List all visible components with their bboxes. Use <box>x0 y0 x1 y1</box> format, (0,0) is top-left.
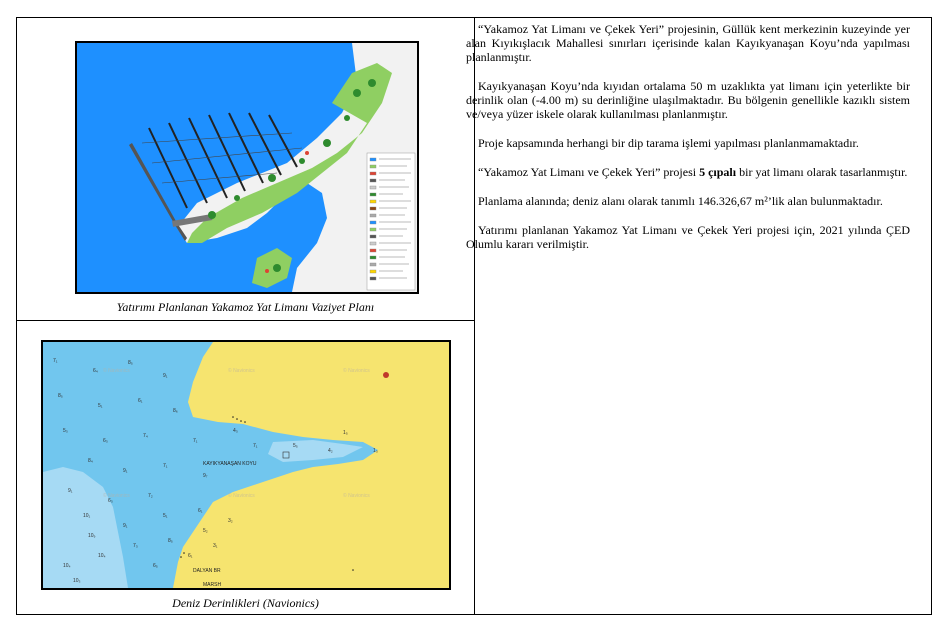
paragraph-2: Kayıkyanaşan Koyu’nda kıyıdan ortalama 50 m uzaklıkta yat limanı için yeterlikte bir derinlik olan (-4.00 m) su derinliğine ulaşılmaktadır. Bu bölgenin genellikle kazıklı sistem ve/veya yüzer iskele olarak kullanılması planlanmıştır. <box>466 79 910 121</box>
depth-map-image <box>43 342 449 588</box>
paragraph-5: Planlama alanında; deniz alanı olarak tanımlı 146.326,67 m²’lik alan bulunmaktadır. <box>478 194 883 208</box>
svg-text:8₆: 8₆ <box>173 408 178 414</box>
svg-text:6₃: 6₃ <box>108 498 113 504</box>
paragraph-1: “Yakamoz Yat Limanı ve Çekek Yeri” projesinin, Güllük kent merkezinin kuzeyinde yer alan Kıyıkışlacık Mahallesi sınırları içerisinde kalan Kayıkyanaşan Koyu’nda yapılması planlanmıştır. <box>466 22 910 64</box>
svg-text:3₁: 3₁ <box>213 543 218 549</box>
watermark-6: © Navionics <box>343 493 370 499</box>
svg-text:6₃: 6₃ <box>103 438 108 444</box>
svg-text:4₃: 4₃ <box>233 428 238 434</box>
depth-map-figure <box>41 340 451 590</box>
svg-text:7₁: 7₁ <box>163 463 168 469</box>
site-plan-caption: Yatırımı Planlanan Yakamoz Yat Limanı Vaziyet Planı <box>116 300 375 314</box>
svg-text:1₅: 1₅ <box>343 430 348 436</box>
svg-text:10₉: 10₉ <box>88 533 96 539</box>
place-label-dalyan: DALYAN BR <box>193 568 221 574</box>
svg-text:4₂: 4₂ <box>328 448 333 454</box>
svg-text:9₁: 9₁ <box>123 523 128 529</box>
site-plan-image <box>77 43 417 292</box>
svg-text:6₁: 6₁ <box>188 553 193 559</box>
site-plan-figure <box>75 41 419 294</box>
svg-text:6₄: 6₄ <box>93 368 98 374</box>
svg-text:3₂: 3₂ <box>228 518 233 524</box>
svg-text:9₁: 9₁ <box>163 373 168 379</box>
watermark-4: © Navionics <box>103 493 130 499</box>
svg-text:7₁: 7₁ <box>193 438 198 444</box>
paragraph-4: “Yakamoz Yat Limanı ve Çekek Yeri” projesi 5 çıpalı bir yat limanı olarak tasarlanmıştır. <box>478 165 908 179</box>
svg-text:5₅: 5₅ <box>293 443 298 449</box>
svg-text:7₃: 7₃ <box>133 543 138 549</box>
svg-text:5₂: 5₂ <box>203 528 208 534</box>
svg-text:9₁: 9₁ <box>68 488 73 494</box>
svg-text:10₁: 10₁ <box>83 513 91 519</box>
svg-text:7₄: 7₄ <box>143 433 148 439</box>
watermark-2: © Navionics <box>228 368 255 374</box>
watermark-3: © Navionics <box>343 368 370 374</box>
bay-name-label: KAYIKYANAŞAN KOYU <box>203 461 257 467</box>
description-text <box>466 22 910 266</box>
svg-text:6₅: 6₅ <box>153 563 158 569</box>
svg-text:10₃: 10₃ <box>73 578 81 584</box>
anchor-rating: 5 çıpalı <box>699 165 737 179</box>
svg-text:6₁: 6₁ <box>198 508 203 514</box>
svg-text:1₃: 1₃ <box>373 448 378 454</box>
watermark-5: © Navionics <box>228 493 255 499</box>
depth-map-caption: Deniz Derinlikleri (Navionics) <box>172 596 319 610</box>
svg-text:9₇: 9₇ <box>203 473 208 479</box>
svg-text:8₅: 8₅ <box>128 360 133 366</box>
svg-text:10₄: 10₄ <box>63 563 71 569</box>
svg-text:8₅: 8₅ <box>168 538 173 544</box>
svg-text:5₁: 5₁ <box>163 513 168 519</box>
paragraph-6: Yatırımı planlanan Yakamoz Yat Limanı ve Çekek Yeri projesi için, 2021 yılında ÇED Olumlu kararı verilmiştir. <box>466 223 910 251</box>
table-divider-horizontal <box>17 320 474 321</box>
svg-text:7₁: 7₁ <box>53 358 58 364</box>
place-label-marsh: MARSH <box>203 582 222 588</box>
svg-text:9₁: 9₁ <box>123 468 128 474</box>
svg-text:5₃: 5₃ <box>63 428 68 434</box>
svg-text:5₁: 5₁ <box>98 403 103 409</box>
marker-icon <box>383 372 389 378</box>
paragraph-3: Proje kapsamında herhangi bir dip tarama işlemi yapılması planlanmamaktadır. <box>478 136 859 150</box>
svg-text:8₄: 8₄ <box>88 458 93 464</box>
svg-text:7₁: 7₁ <box>253 443 258 449</box>
svg-text:10₄: 10₄ <box>98 553 106 559</box>
svg-text:6₁: 6₁ <box>138 398 143 404</box>
watermark-1: © Navionics <box>103 368 130 374</box>
svg-text:7₂: 7₂ <box>148 493 153 499</box>
svg-text:8₅: 8₅ <box>58 393 63 399</box>
